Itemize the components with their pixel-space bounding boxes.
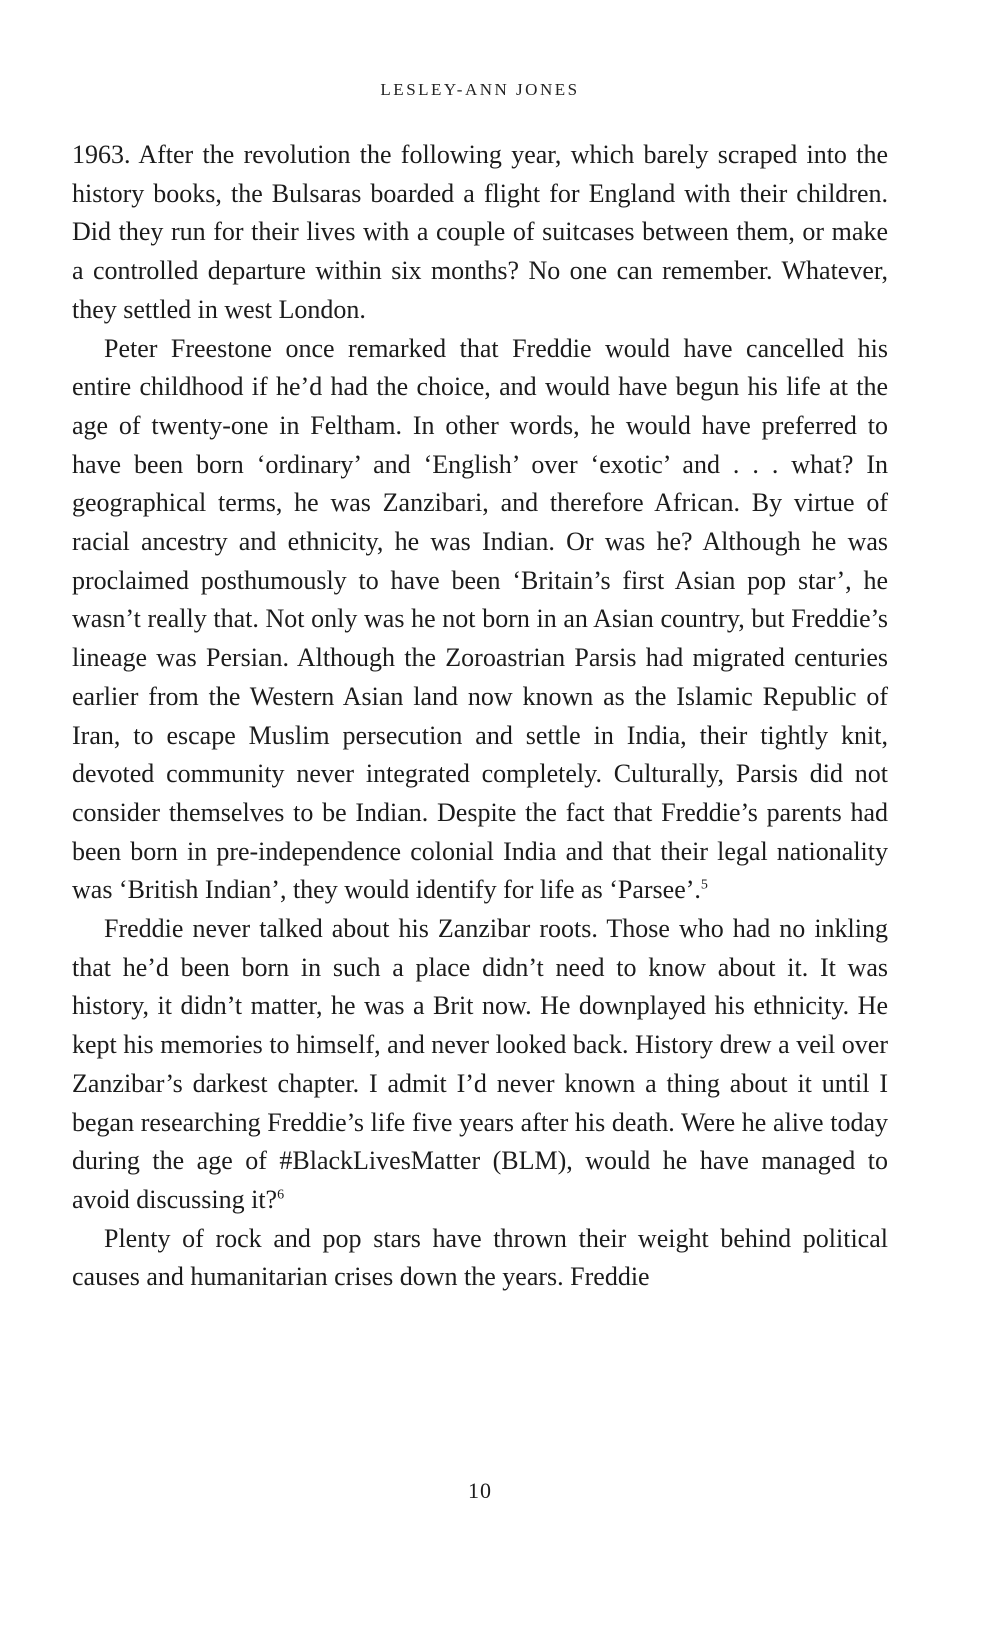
footnote-ref-6[interactable]: 6 [277,1187,285,1203]
page-number: 10 [468,1478,492,1503]
running-head: LESLEY-ANN JONES [380,80,580,99]
paragraph-1-text: 1963. After the revolution the following year, which barely scraped into the history books, the Bulsaras boarded a flight for England with their children. Did they run for their lives with a couple of suitcases between them, or make a controlled departure within six months? No one can remember. Whatever, they settled in west London. [72,140,888,324]
footnote-ref-5[interactable]: 5 [700,877,708,893]
paragraph-2 [72,330,888,911]
paragraph-3-text: Freddie never talked about his Zanzibar roots. Those who had no inkling that he’d been born in such a place didn’t need to know about it. It was history, it didn’t matter, he was a Brit now. He downplayed his ethnicity. He kept his memories to himself, and never looked back. History drew a veil over Zanzibar’s darkest chapter. I admit I’d never known a thing about it until I began researching Freddie’s life five years after his death. Were he alive today during the age of #BlackLivesMatter (BLM), would he have managed to avoid discussing it? [72,914,888,1214]
paragraph-3 [72,910,888,1220]
paragraph-1 [72,136,888,330]
paragraph-4 [72,1220,888,1297]
paragraph-2-text: Peter Freestone once remarked that Freddie would have cancelled his entire childhood if he’d had the choice, and would have begun his life at the age of twenty-one in Feltham. In other words, he would have preferred to have been born ‘ordinary’ and ‘English’ over ‘exotic’ and . . . what? In geographical terms, he was Zanzibari, and therefore African. By virtue of racial ancestry and ethnicity, he was Indian. Or was he? Although he was proclaimed posthumously to have been ‘Britain’s first Asian pop star’, he wasn’t really that. Not only was he not born in an Asian country, but Freddie’s lineage was Persian. Although the Zoroastrian Parsis had migrated centuries earlier from the Western Asian land now known as the Islamic Republic of Iran, to escape Muslim persecution and settle in India, their tightly knit, devoted community never integrated completely. Culturally, Parsis did not consider themselves to be Indian. Despite the fact that Freddie’s parents had been born in pre-independence colonial India and that their legal nationality was ‘British Indian’, they would identify for life as ‘Parsee’. [72,333,888,905]
paragraph-4-text: Plenty of rock and pop stars have thrown their weight behind political causes and humanitarian crises down the years. Freddie [72,1223,888,1292]
body-text [72,136,888,1297]
